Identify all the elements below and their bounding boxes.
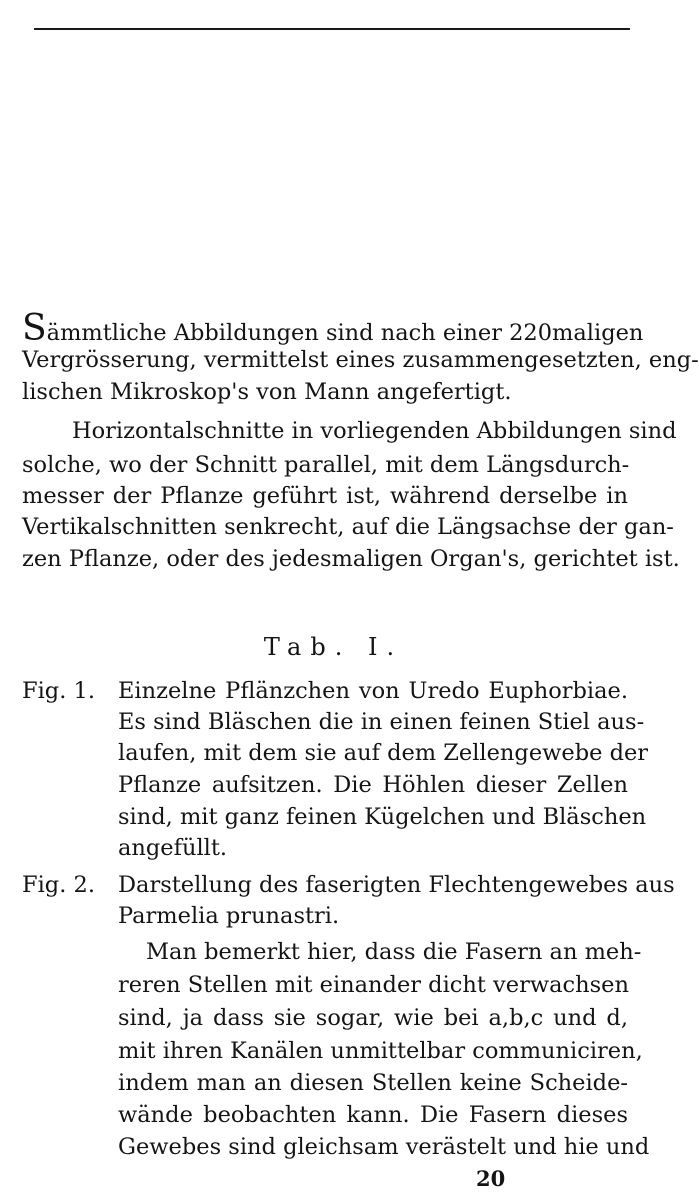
fig1-line-5: sind, mit ganz feinen Kügelchen und Bläschen [118, 804, 647, 830]
fig2-para-line-4: mit ihren Kanälen unmittelbar communiciren, [118, 1038, 643, 1064]
fig2-line-2: Parmelia prunastri. [118, 903, 340, 929]
fig1-line-1: Einzelne Pflänzchen von Uredo Euphorbiae. [118, 678, 628, 704]
paragraph2-line-1: Horizontalschnitte in vorliegenden Abbildungen sind [72, 418, 677, 444]
intro-line-1 [22, 308, 644, 349]
fig1-label: Fig. 1. [22, 678, 95, 704]
header-rule [34, 28, 630, 30]
fig1-line-2: Es sind Bläschen die in einen feinen Stiel aus- [118, 709, 645, 735]
table-heading: Tab. I. [263, 633, 404, 661]
fig2-para-line-6: wände beobachten kann. Die Fasern dieses [118, 1102, 628, 1128]
paragraph2-line-5: zen Pflanze, oder des jedesmaligen Organ's, gerichtet ist. [22, 546, 680, 572]
fig1-line-6: angefüllt. [118, 835, 228, 861]
fig1-line-3: laufen, mit dem sie auf dem Zellengewebe der [118, 740, 649, 766]
paragraph2-line-4: Vertikalschnitten senkrecht, auf die Längsachse der gan- [22, 514, 674, 540]
fig1-line-4: Pflanze aufsitzen. Die Höhlen dieser Zellen [118, 772, 628, 798]
intro-line-2: Vergrösserung, vermittelst eines zusammengesetzten, eng- [22, 347, 699, 373]
fig2-para-line-1: Man bemerkt hier, dass die Fasern an meh- [146, 939, 642, 965]
intro-line-1-text: ämmtliche Abbildungen sind nach einer 220maligen [46, 320, 644, 346]
intro-line-3: lischen Mikroskop's von Mann angefertigt. [22, 379, 512, 405]
fig2-para-line-2: reren Stellen mit einander dicht verwachsen [118, 972, 629, 998]
fig2-para-line-7: Gewebes sind gleichsam verästelt und hie und [118, 1134, 650, 1160]
fig2-para-line-5: indem man an diesen Stellen keine Scheide- [118, 1070, 628, 1096]
fig2-line-1: Darstellung des faserigten Flechtengewebes aus [118, 872, 675, 898]
paragraph2-line-2: solche, wo der Schnitt parallel, mit dem Längsdurch- [22, 452, 630, 478]
fig2-label: Fig. 2. [22, 872, 95, 898]
drop-cap: S [22, 308, 47, 349]
page-number: 20 [476, 1166, 506, 1191]
fig2-para-line-3: sind, ja dass sie sogar, wie bei a,b,c und d, [118, 1005, 628, 1031]
paragraph2-line-3: messer der Pflanze geführt ist, während derselbe in [22, 483, 628, 509]
